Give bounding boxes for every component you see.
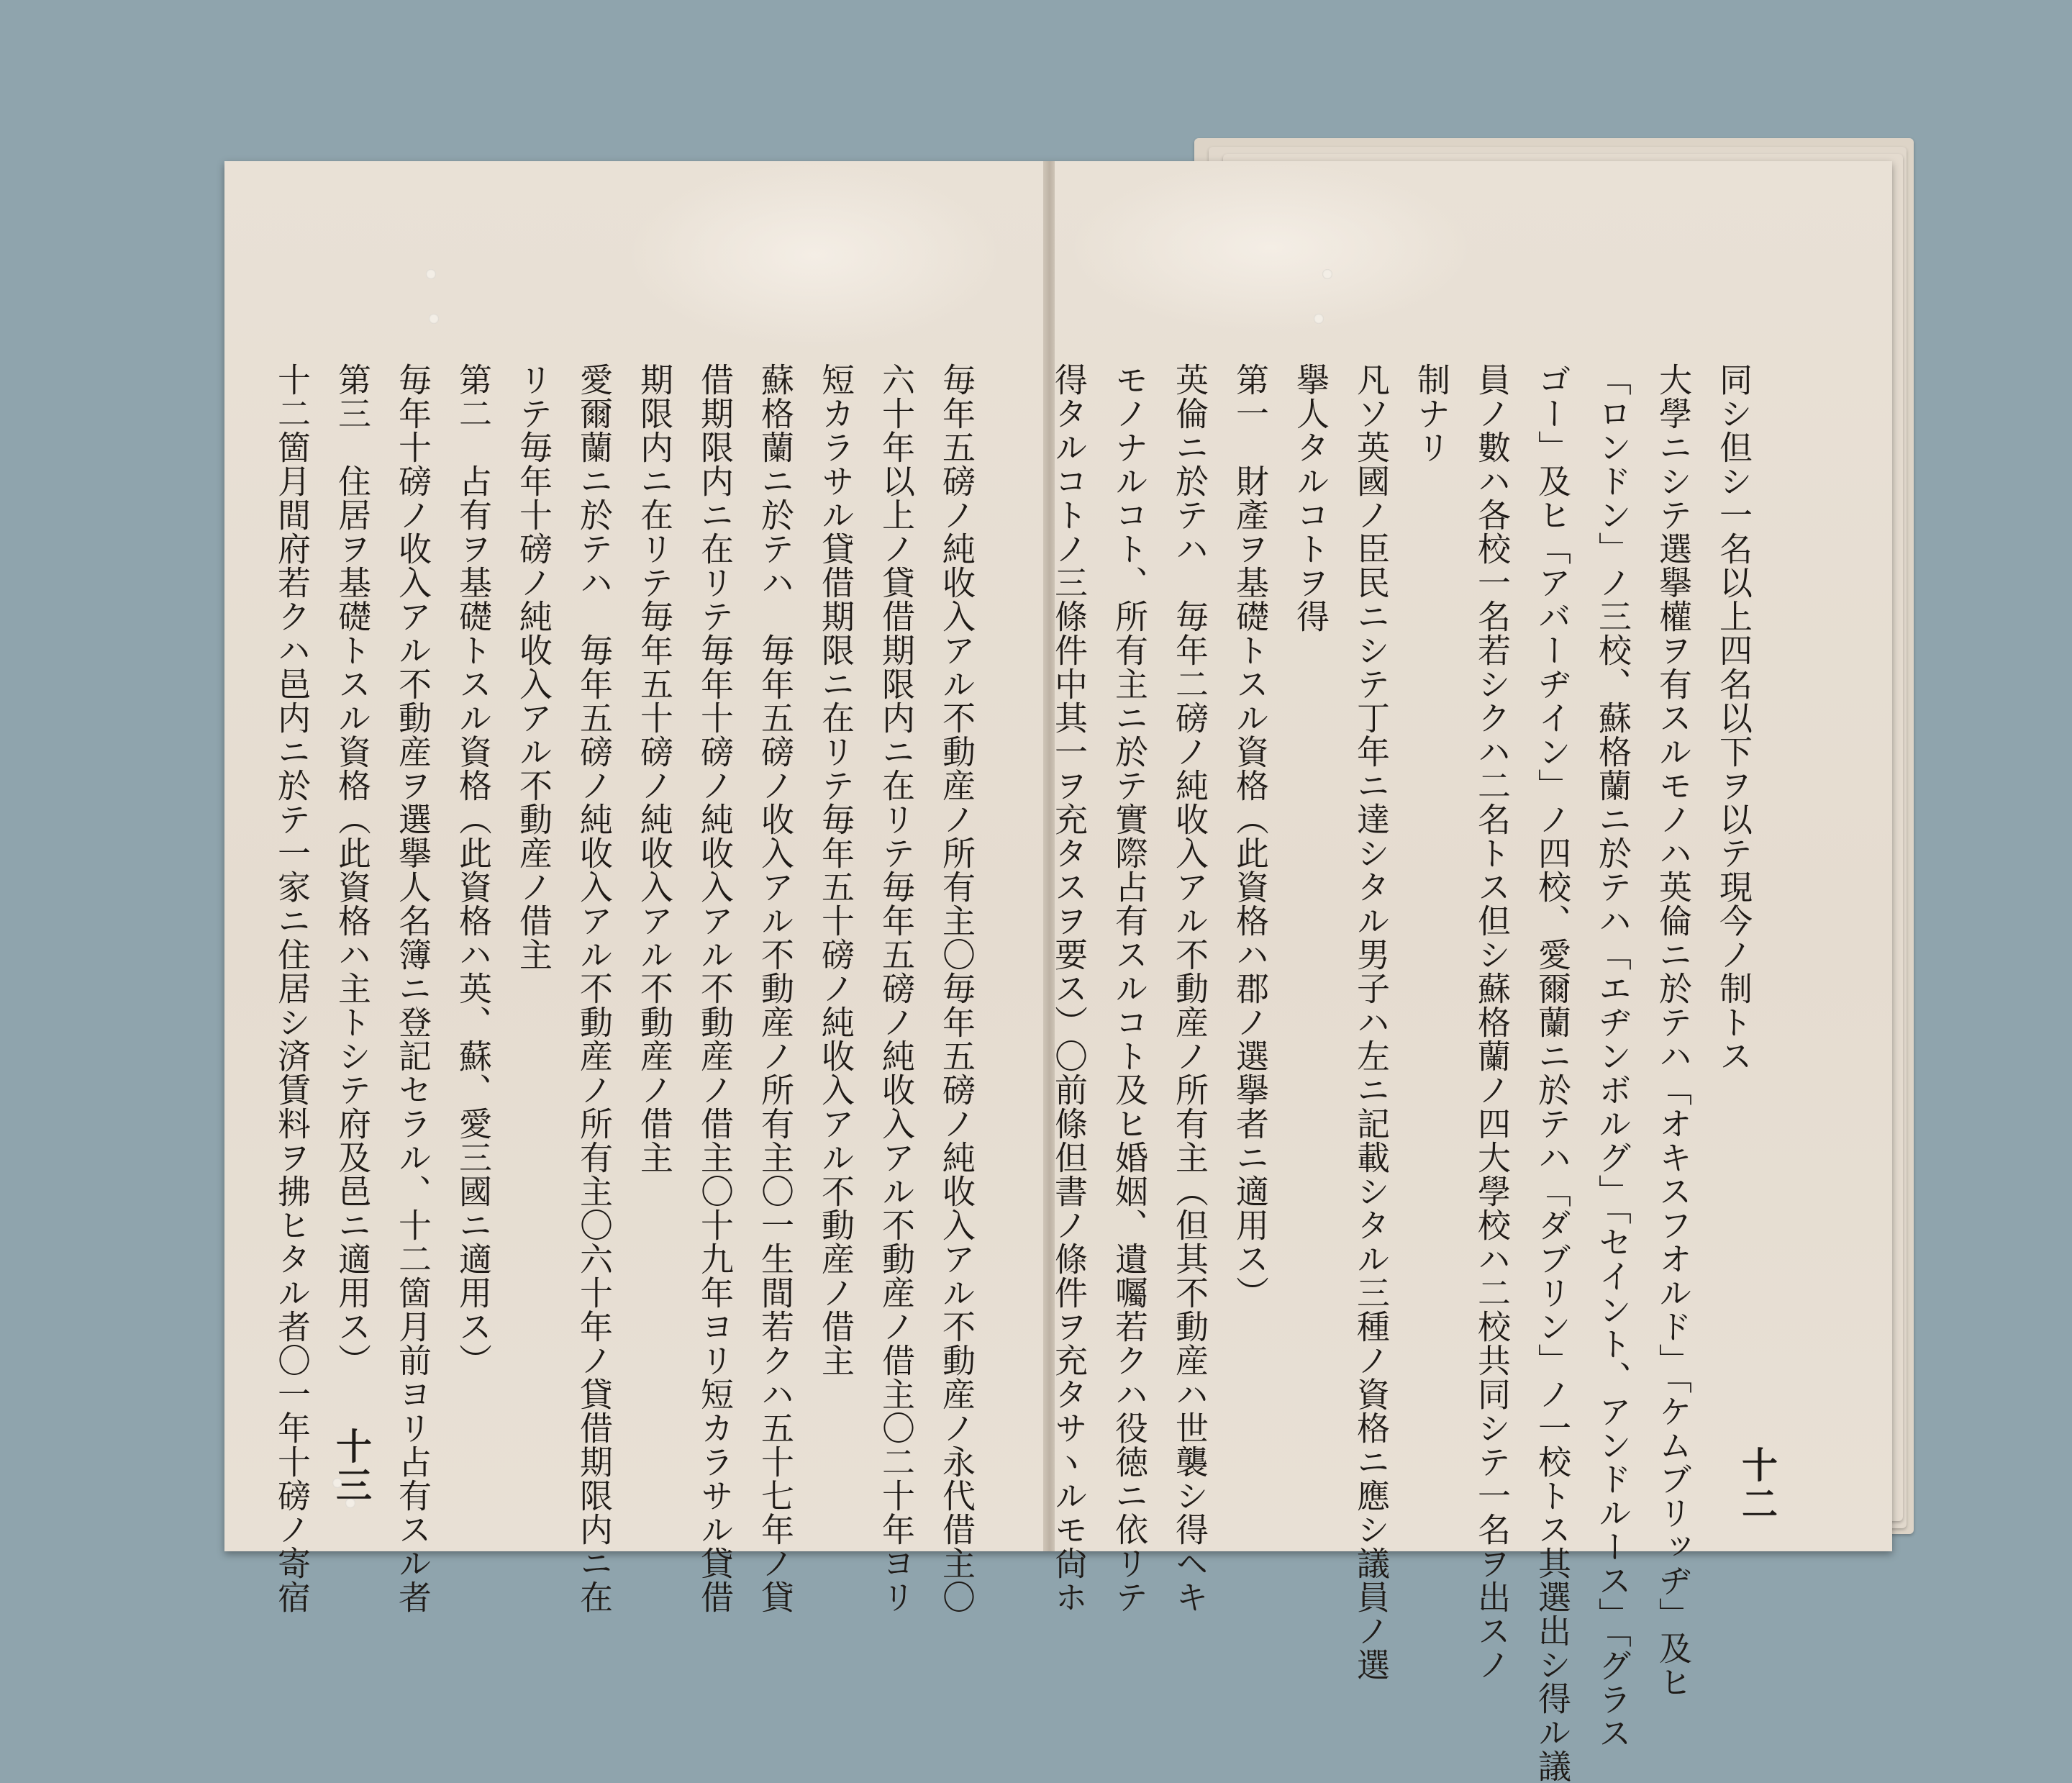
binding-hole [1314, 314, 1324, 324]
text-line: 「ロンドン」ノ三校、蘇格蘭ニ於テハ「エヂンボルグ」「セイント、アンドルース」「グラス [1594, 363, 1632, 1750]
text-line: 借期限内ニ在リテ毎年十磅ノ純收入アル不動産ノ借主〇十九年ヨリ短カラサル貸借 [696, 363, 735, 1614]
text-line: 六十年以上ノ貸借期限内ニ在リテ毎年五磅ノ純收入アル不動産ノ借主〇二十年ヨリ [877, 363, 916, 1614]
binding-hole [429, 314, 439, 324]
text-line: 員ノ數ハ各校一名若シクハ二名トス但シ蘇格蘭ノ四大學校ハ二校共同シテ一名ヲ出スノ [1473, 363, 1512, 1682]
text-line: 擧人タルコトヲ得 [1291, 363, 1330, 633]
text-line: 大學ニシテ選擧權ヲ有スルモノハ英倫ニ於テハ「オキスフオルド」「ケムブリッヂ」及ヒ [1654, 363, 1693, 1699]
text-line: 十二箇月間府若クハ邑内ニ於テ一家ニ住居シ済賃料ヲ拂ヒタル者〇一年十磅ノ寄宿 [273, 363, 312, 1614]
text-line: 制ナリ [1412, 363, 1451, 464]
binding-hole [426, 269, 436, 279]
paper-stain [1069, 161, 1472, 334]
text-line: 愛爾蘭ニ於テハ 毎年五磅ノ純收入アル不動産ノ所有主〇六十年ノ貸借期限内ニ在 [575, 363, 614, 1614]
text-line: リテ毎年十磅ノ純收入アル不動産ノ借主 [514, 363, 553, 971]
text-line: モノナルコト、所有主ニ於テ實際占有スルコト及ヒ婚姻、遺囑若クハ役徳ニ依リテ [1110, 363, 1149, 1614]
text-line: 第一 財產ヲ基礎トスル資格（此資格ハ郡ノ選擧者ニ適用ス） [1231, 363, 1270, 1310]
text-line: 毎年五磅ノ純收入アル不動産ノ所有主〇毎年五磅ノ純收入アル不動産ノ永代借主〇 [937, 363, 976, 1614]
page-number-right: 十二 [1736, 1446, 1778, 1524]
text-line: 得タルコトノ三條件中其一ヲ充タスヲ要ス）〇前條但書ノ條件ヲ充タサヽルモ尙ホ [1050, 363, 1089, 1614]
text-line: 期限内ニ在リテ毎年五十磅ノ純收入アル不動産ノ借主 [635, 363, 674, 1174]
text-line: 短カラサル貸借期限ニ在リテ毎年五十磅ノ純收入アル不動産ノ借主 [817, 363, 855, 1377]
text-line: 第三 住居ヲ基礎トスル資格（此資格ハ主トシテ府及邑ニ適用ス） [333, 363, 372, 1377]
text-line: ゴー」及ヒ「アバーヂイン」ノ四校、愛爾蘭ニ於テハ「ダブリン」ノ一校トス其選出シ得ル議 [1533, 363, 1572, 1783]
binding-hole [1322, 269, 1332, 279]
text-line: 蘇格蘭ニ於テハ 毎年五磅ノ收入アル不動産ノ所有主〇一生間若クハ五十七年ノ貸 [756, 363, 795, 1614]
paper-stain [627, 161, 1001, 348]
text-line: 同シ但シ一名以上四名以下ヲ以テ現今ノ制トス [1714, 363, 1753, 1073]
text-line: 第二 占有ヲ基礎トスル資格（此資格ハ英、蘇、愛三國ニ適用ス） [454, 363, 493, 1377]
text-line: 英倫ニ於テハ 毎年二磅ノ純收入アル不動産ノ所有主（但其不動産ハ世襲シ得ヘキ [1171, 363, 1209, 1614]
page-number-left: 十三 [330, 1428, 373, 1505]
text-line: 毎年十磅ノ收入アル不動産ヲ選擧人名簿ニ登記セラル、十二箇月前ヨリ占有スル者 [394, 363, 432, 1614]
open-book [224, 161, 1892, 1783]
text-line: 凡ソ英國ノ臣民ニシテ丁年ニ達シタル男子ハ左ニ記載シタル三種ノ資格ニ應シ議員ノ選 [1352, 363, 1391, 1682]
